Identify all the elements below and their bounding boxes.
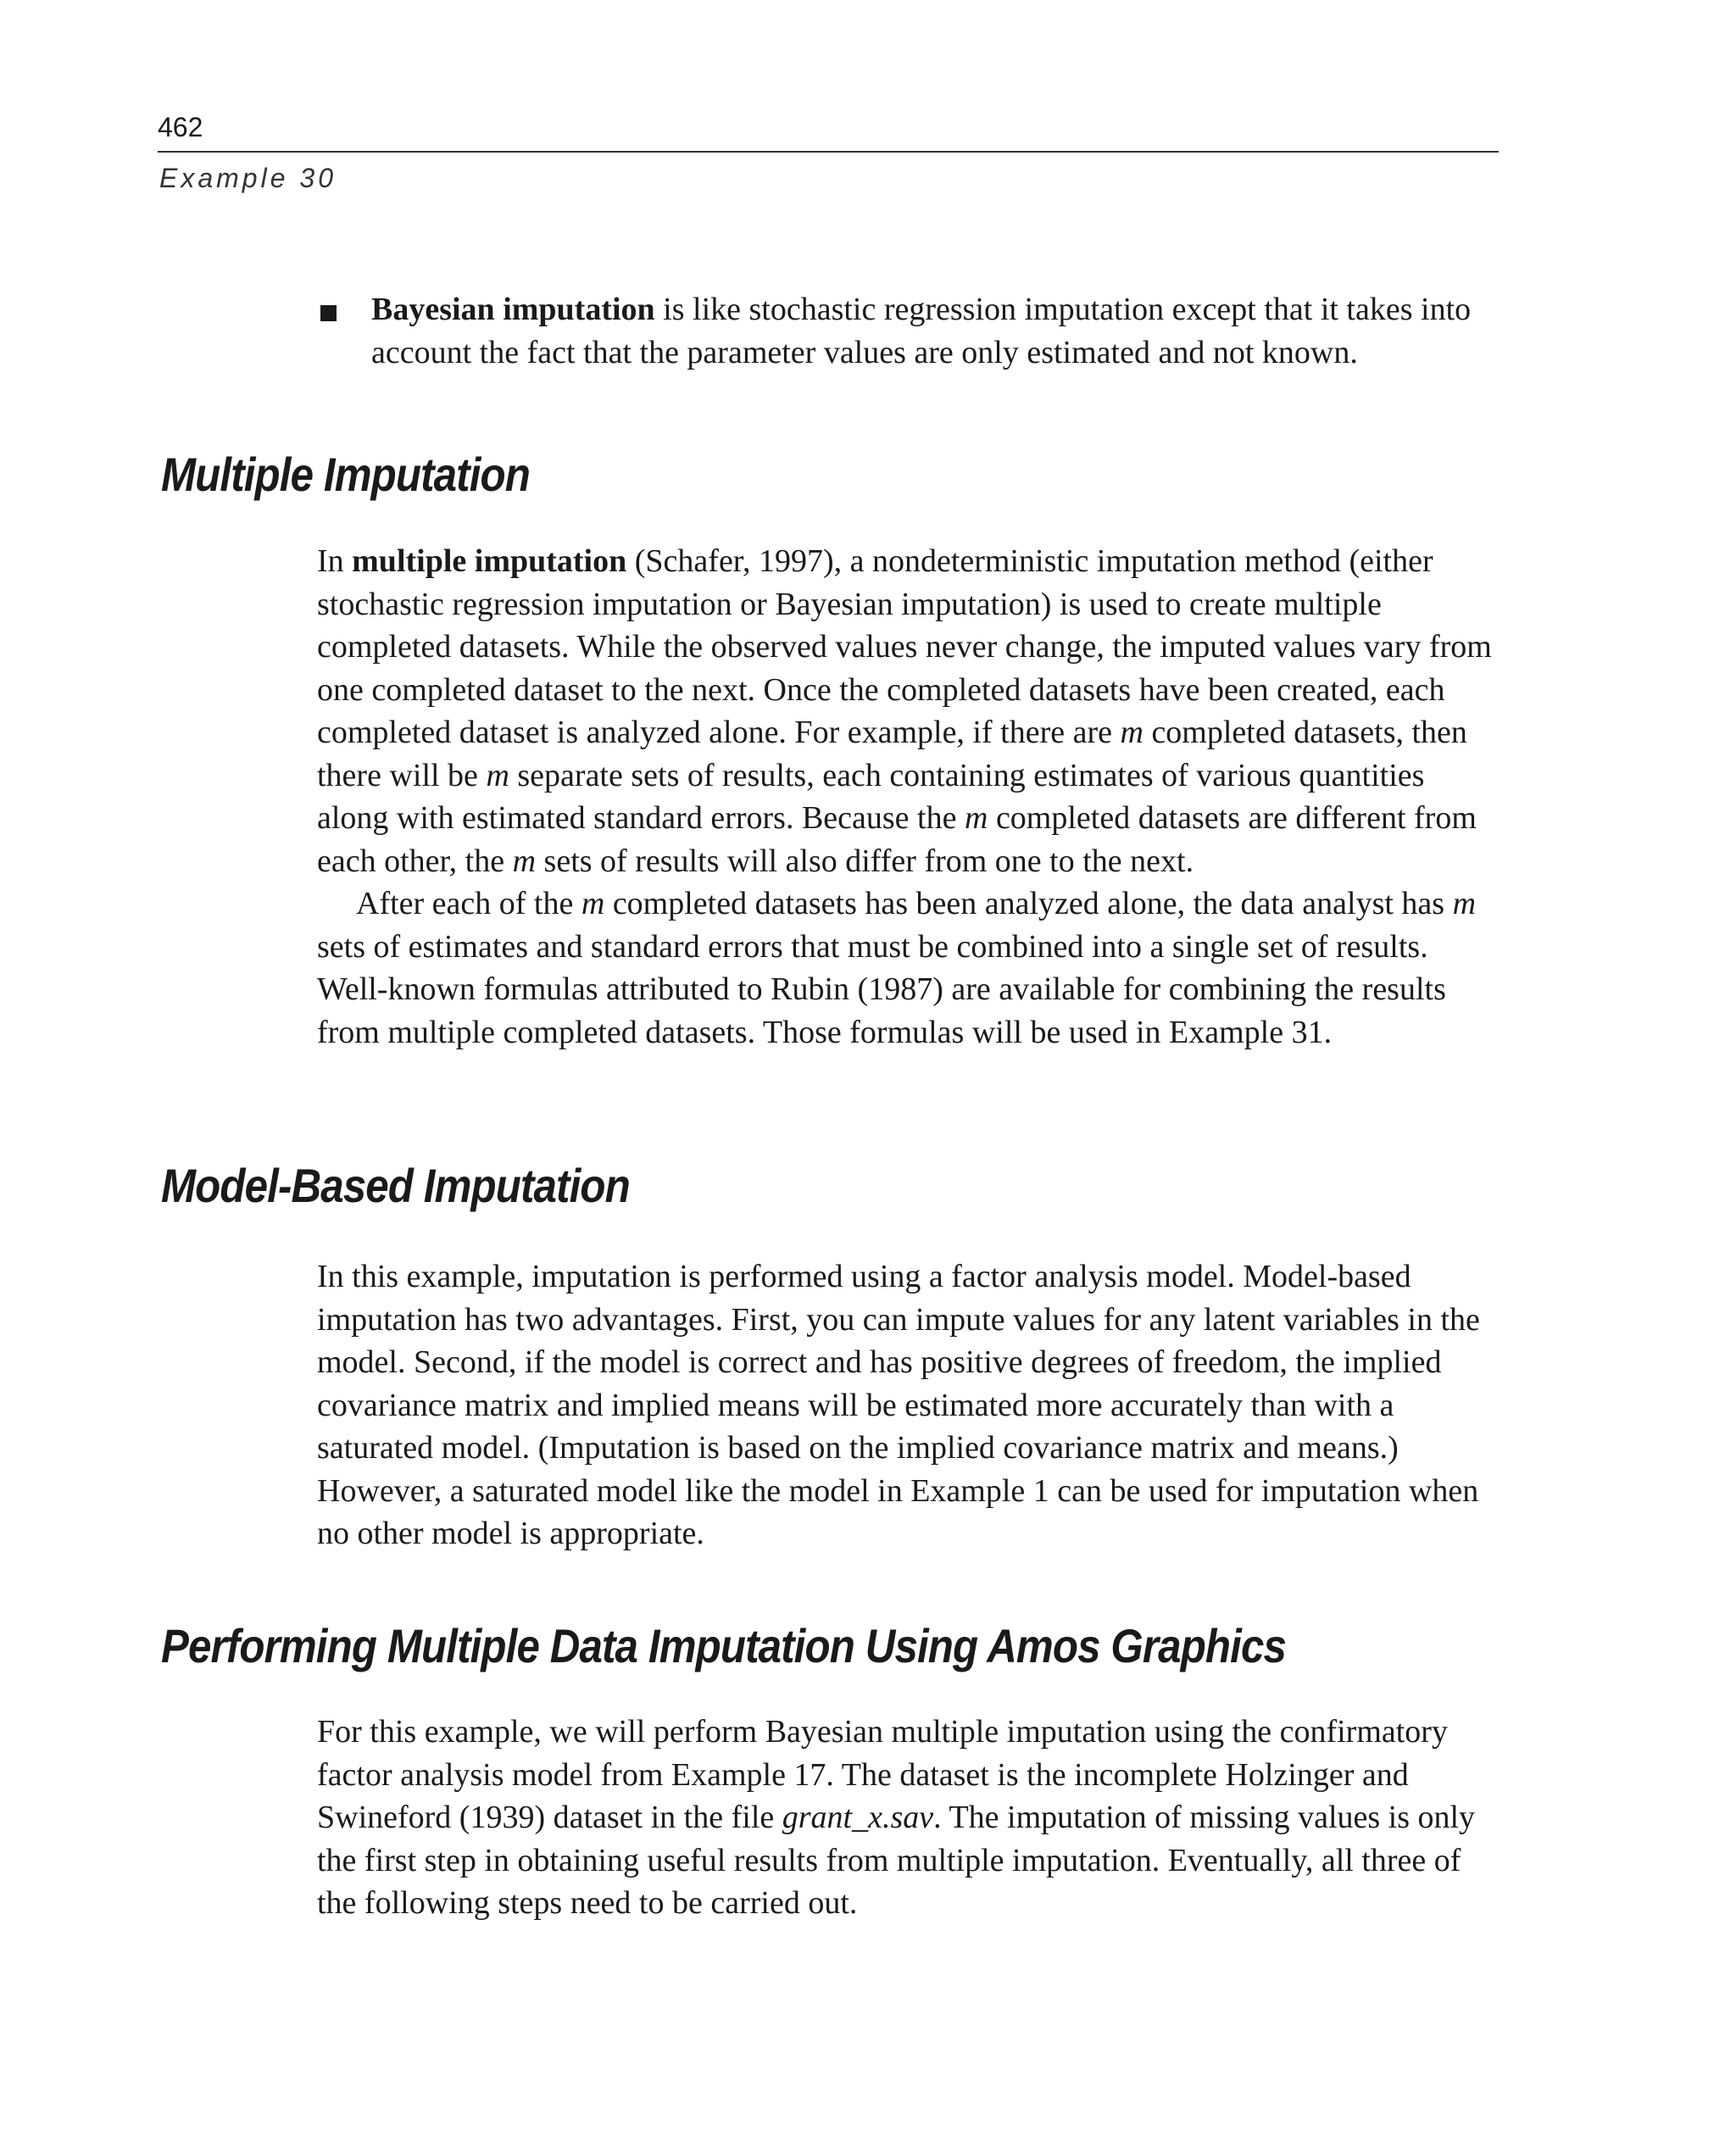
heading-model-based-imputation: Model-Based Imputation: [161, 1159, 630, 1212]
text-run: completed datasets are different from each other, the: [317, 800, 1477, 879]
running-header: Example 30: [159, 163, 337, 193]
italic-variable: m: [1120, 715, 1143, 750]
paragraph: [317, 1711, 1497, 1925]
text-run: separate sets of results, each containing estimates of various quantities along with estimated standard errors. Because the: [317, 757, 1425, 836]
italic-variable: m: [581, 886, 605, 921]
bullet-body: is like stochastic regression imputation except that it takes into account the fact that the parameter values are only estimated and not known.: [371, 292, 1472, 370]
italic-variable: m: [1452, 886, 1477, 921]
heading-performing-imputation: Performing Multiple Data Imputation Using Amos Graphics: [161, 1619, 1287, 1672]
text-run: For this example, we will perform Bayesian multiple imputation using the confirmatory factor analysis model from Example 17. The dataset is the incomplete Holzinger and Swineford (1939) dataset in the file: [317, 1714, 1448, 1835]
italic-variable: m: [486, 757, 509, 793]
page-number: 462: [158, 112, 203, 142]
italic-variable: m: [512, 843, 537, 879]
header-rule: [158, 151, 1499, 153]
paragraph: In this example, imputation is performed using a factor analysis model. Model-based imputation has two advantages. First, you can impute values for any latent variables in the model. Second, if the model is correct and has positive degrees of freedom, the implied covariance matrix and implied means will be estimated more accurately than with a saturated model. (Imputation is based on the implied covariance matrix and means.) However, a saturated model like the model in Example 1 can be used for imputation when no other model is appropriate.: [317, 1259, 1480, 1551]
heading-multiple-imputation: Multiple Imputation: [161, 448, 530, 501]
text-run: sets of results will also differ from one to the next.: [536, 843, 1194, 879]
text-run: In: [317, 543, 353, 579]
file-name: grant_x.sav: [782, 1800, 934, 1835]
paragraph: [317, 540, 1497, 882]
text-run: (Schafer, 1997), a nondeterministic imputation method (either stochastic regression imputation or Bayesian imputation) is used to create multiple completed datasets. While the observed values never change, the imputed values vary from one completed dataset to the next. Once the completed datasets have been created, each completed dataset is analyzed alone. For example, if there are: [317, 543, 1492, 750]
text-run: completed datasets has been analyzed alone, the data analyst has: [604, 886, 1453, 921]
model-based-body: [317, 1255, 1497, 1555]
text-run: sets of estimates and standard errors that must be combined into a single set of results. Well-known formulas attributed to Rubin (1987) are available for combining the results from multiple completed datasets. Those formulas will be used in Example 31.: [317, 928, 1446, 1050]
paragraph: [317, 882, 1497, 1054]
bullet-text: [371, 288, 1499, 374]
bullet-term: Bayesian imputation: [371, 292, 655, 327]
bold-term: multiple imputation: [352, 543, 627, 579]
performing-body: [317, 1711, 1497, 1925]
text-run: After each of the: [356, 886, 581, 921]
text-run: . The imputation of missing values is only the first step in obtaining useful results from multiple imputation. Eventually, all three of the following steps need to be carried out.: [317, 1800, 1476, 1921]
text-run: completed datasets, then there will be: [317, 715, 1467, 793]
bullet-square-icon: [320, 305, 337, 321]
multiple-imputation-body: [317, 540, 1497, 1054]
italic-variable: m: [964, 800, 988, 836]
